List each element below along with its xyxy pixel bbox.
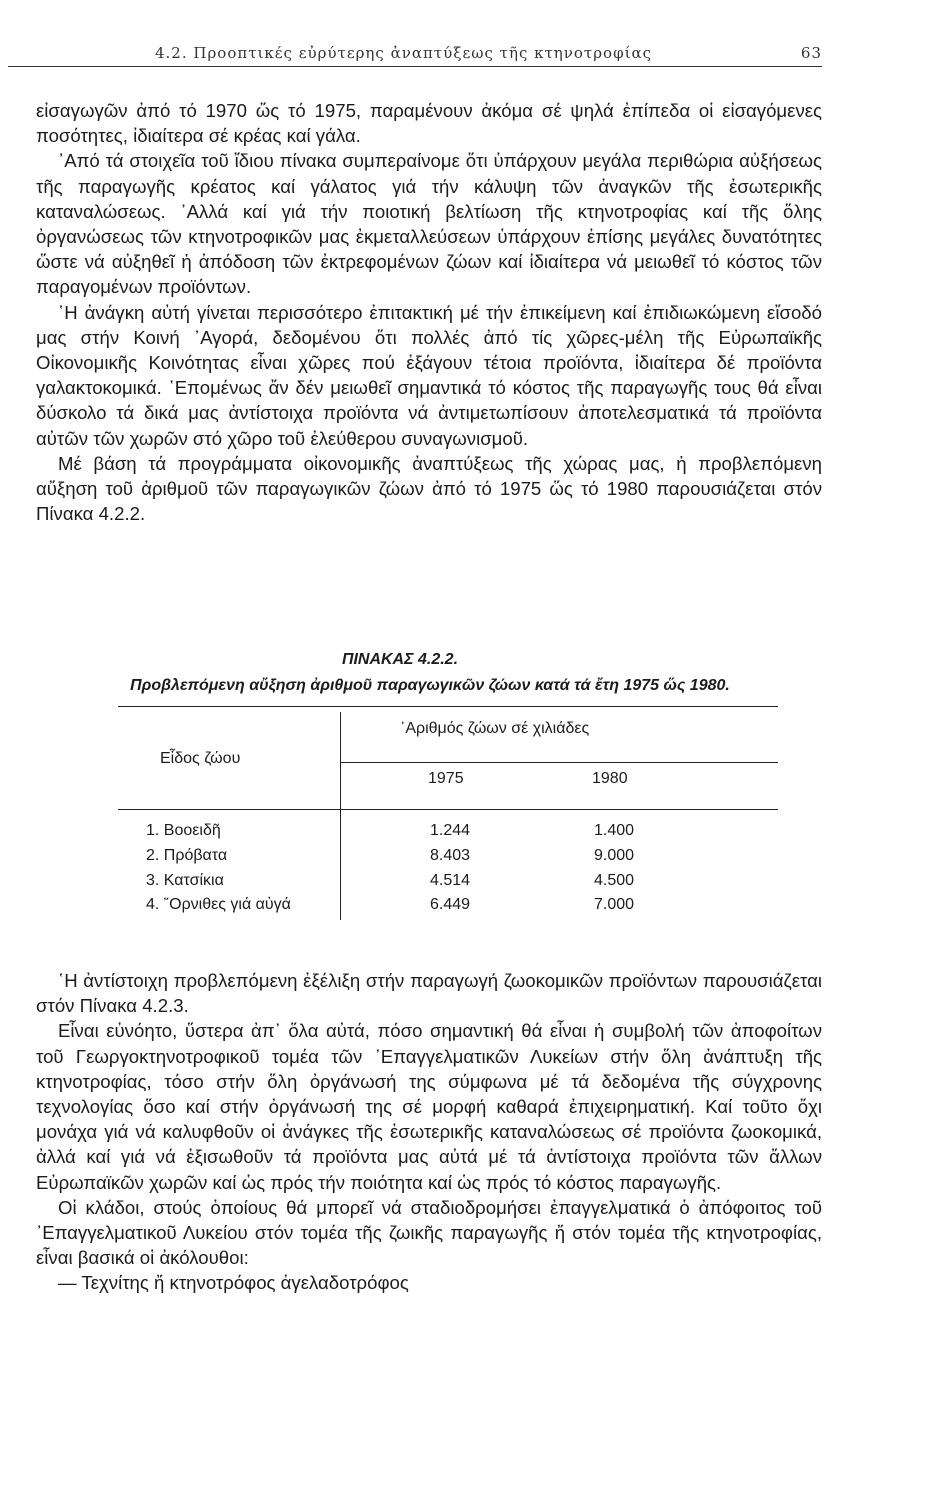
table-header-kind: Εἶδος ζώου (160, 750, 241, 767)
paragraph: Εἶναι εὐνόητο, ὕστερα ἀπ᾽ ὅλα αὐτά, πόσο σημαντική θά εἶναι ἡ συμβολή τῶν ἀποφοίτων τοῦ Γεωργοκτηνοτροφικοῦ τομέα τῶν ᾽Επαγγελματικῶν Λυκείων στήν ὅλη ἀνάπτυξη τῆς κτηνοτροφίας, τόσο στήν ὅλη ὀργάνωσή της σύμφωνα μέ τά δεδομένα τῆς σύγχρονης τεχνολογίας ὅσο καί στήν ὀργάνωσή της σέ μορφή καθαρά ἐπιχειρηματική. Καί τοῦτο ὄχι μονάχα γιά νά καλυφθοῦν οἱ ἀνάγκες τῆς ἐσωτερικῆς καταναλώσεως σέ προϊόντα ζωοκομικά, ἀλλά καί γιά νά ἐξισωθοῦν τά προϊόντα μας αὐτά μέ τά ἀντίστοιχα προϊόντα τῶν ἄλλων Εὐρωπαϊκῶν χωρῶν καί ὡς πρός τήν ποιότητα καί ὡς πρός τό κόστος παραγωγῆς. (36, 1020, 822, 1193)
table-column-divider (340, 712, 341, 920)
table-caption-subtitle: Προβλεπόμενη αὔξηση ἀριθμοῦ παραγωγικῶν ζώων κατά τά ἔτη 1975 ὥς 1980. (130, 677, 730, 694)
table-row-label: 2. Πρόβατα (146, 847, 228, 864)
paragraph: ᾽Από τά στοιχεῖα τοῦ ἴδιου πίνακα συμπεραίνομε ὅτι ὑπάρχουν μεγάλα περιθώρια αὐξήσεως τῆς παραγωγῆς κρέατος καί γάλατος γιά τήν κάλυψη τῶν ἀναγκῶν τῆς ἐσωτερικῆς καταναλώσεως. ᾽Αλλά καί γιά τήν ποιοτική βελτίωση τῆς κτηνοτροφίας καί τῆς ὅλης ὀργανώσεως τῶν κτηνοτροφικῶν μας ἐκμεταλλεύσεων ὑπάρχουν ἐπίσης μεγάλες δυνατότητες ὥστε νά αὐξηθεῖ ἡ ἀπόδοση τῶν ἐκτρεφομένων ζώων καί ἰδιαίτερα νά μειωθεῖ τό κόστος τῶν παραγομένων προϊόντων. (36, 150, 822, 298)
list-item: — Τεχνίτης ἤ κτηνοτρόφος ἀγελαδοτρόφος (58, 1272, 409, 1294)
table-row-label: 1. Βοοειδῆ (146, 822, 221, 839)
table-cell-1975: 8.403 (430, 847, 471, 864)
body-text-top (36, 98, 822, 526)
paragraph: Οἱ κλάδοι, στούς ὁποίους θά μπορεῖ νά σταδιοδρομήσει ἐπαγγελματικά ὁ ἀπόφοιτος τοῦ ᾽Επαγγελματικοῦ Λυκείου στόν τομέα τῆς ζωικῆς παραγωγῆς ἤ στόν τομέα τῆς κτηνοτροφίας, εἶναι βασικά οἱ ἀκόλουθοι: (36, 1196, 822, 1269)
table-cell-1975: 6.449 (430, 896, 471, 913)
page-number: 63 (800, 44, 822, 62)
running-title: 4.2. Προοπτικές εὐρύτερης ἀναπτύξεως τῆς κτηνοτροφίας (155, 44, 652, 62)
table-caption-title: ΠΙΝΑΚΑΣ 4.2.2. (341, 651, 459, 668)
body-text-bottom (36, 968, 822, 1296)
paragraph: Μέ βάση τά προγράμματα οἰκονομικῆς ἀναπτύξεως τῆς χώρας μας, ἡ προβλεπόμενη αὔξηση τοῦ ἀριθμοῦ τῶν παραγωγικῶν ζώων ἀπό τό 1975 ὥς τό 1980 παρουσιάζεται στόν Πίνακα 4.2.2. (36, 452, 822, 525)
table-header-year-1975: 1975 (428, 770, 464, 787)
table-header-count: ᾽Αριθμός ζώων σέ χιλιάδες (400, 720, 590, 737)
paragraph: ῾Η ἀνάγκη αὐτή γίνεται περισσότερο ἐπιτακτική μέ τήν ἐπικείμενη καί ἐπιδιωκώμενη εἴσοδό μας στήν Κοινή ᾽Αγορά, δεδομένου ὅτι πολλές ἀπό τίς χῶρες-μέλη τῆς Εὐρωπαϊκῆς Οἰκονομικῆς Κοινότητας εἶναι χῶρες πού ἐξάγουν τέτοια προϊόντα, ἰδιαίτερα δέ προϊόντα γαλακτοκομικά. ῾Επομένως ἄν δέν μειωθεῖ σημαντικά τό κόστος τῆς παραγωγῆς τους θά εἶναι δύσκολο τά δικά μας ἀντίστοιχα προϊόντα νά ἀντιμετωπίσουν ἀποτελεσματικά τά προϊόντα αὐτῶν τῶν χωρῶν στό χῶρο τοῦ ἐλεύθερου συναγωνισμοῦ. (36, 301, 822, 449)
table-top-rule (118, 706, 778, 925)
table-cell-1980: 7.000 (594, 896, 635, 913)
table-header-rule (340, 762, 778, 763)
table-cell-1975: 1.244 (430, 822, 471, 839)
table-cell-1980: 1.400 (594, 822, 635, 839)
table-cell-1980: 4.500 (594, 872, 635, 889)
paragraph: ῾Η ἀντίστοιχη προβλεπόμενη ἐξέλιξη στήν παραγωγή ζωοκομικῶν προϊόντων παρουσιάζεται στόν Πίνακα 4.2.3. (36, 970, 822, 1017)
table-cell-1980: 9.000 (594, 847, 635, 864)
table-row-label: 3. Κατσίκια (146, 872, 224, 889)
table-row-label: 4. ῎Ορνιθες γιά αὐγά (146, 896, 291, 913)
paragraph: εἰσαγωγῶν ἀπό τό 1970 ὥς τό 1975, παραμένουν ἀκόμα σέ ψηλά ἐπίπεδα οἱ εἰσαγόμενες ποσότητες, ἰδιαίτερα σέ κρέας καί γάλα. (36, 100, 822, 147)
table-cell-1975: 4.514 (430, 872, 471, 889)
table-header-year-1980: 1980 (592, 770, 628, 787)
table-body-rule (118, 809, 778, 810)
running-header (8, 44, 822, 67)
